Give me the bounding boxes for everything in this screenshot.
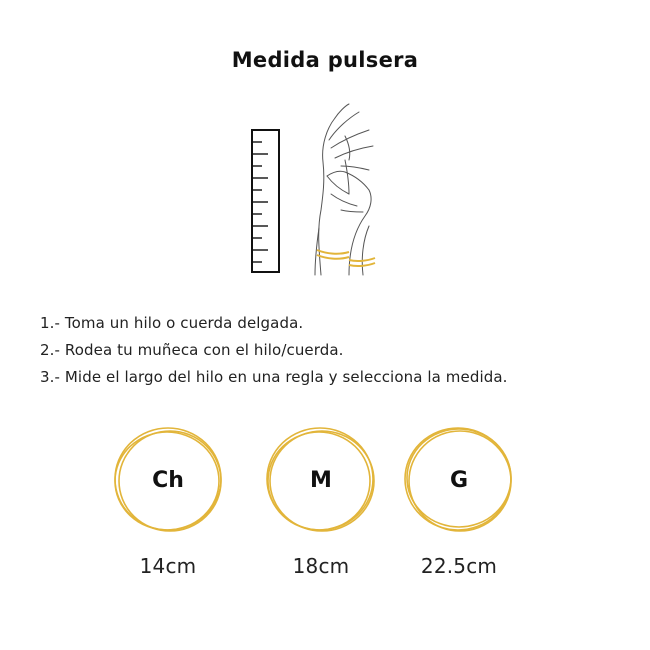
size-measure: 14cm bbox=[139, 554, 197, 578]
page-title: Medida pulsera bbox=[231, 48, 419, 72]
ring-icon bbox=[261, 424, 381, 536]
ruler-icon bbox=[252, 130, 279, 272]
size-label: Ch bbox=[152, 467, 184, 493]
instructions-list bbox=[40, 312, 508, 393]
size-option-m[interactable] bbox=[261, 424, 381, 578]
instruction-step: 3.- Mide el largo del hilo en una regla y selecciona la medida. bbox=[40, 368, 508, 386]
measuring-illustration bbox=[245, 100, 395, 284]
size-option-g[interactable] bbox=[399, 424, 519, 578]
bracelet-icon bbox=[317, 250, 375, 266]
size-label: G bbox=[449, 467, 469, 493]
ring-icon bbox=[399, 424, 519, 536]
size-measure: 18cm bbox=[292, 554, 350, 578]
size-option-ch[interactable] bbox=[108, 424, 228, 578]
instruction-step: 1.- Toma un hilo o cuerda delgada. bbox=[40, 314, 304, 332]
size-measure: 22.5cm bbox=[420, 554, 498, 578]
hands-icon bbox=[315, 104, 373, 275]
ring-icon bbox=[108, 424, 228, 536]
instruction-step: 2.- Rodea tu muñeca con el hilo/cuerda. bbox=[40, 341, 344, 359]
size-label: M bbox=[310, 467, 332, 493]
size-options bbox=[0, 424, 650, 594]
